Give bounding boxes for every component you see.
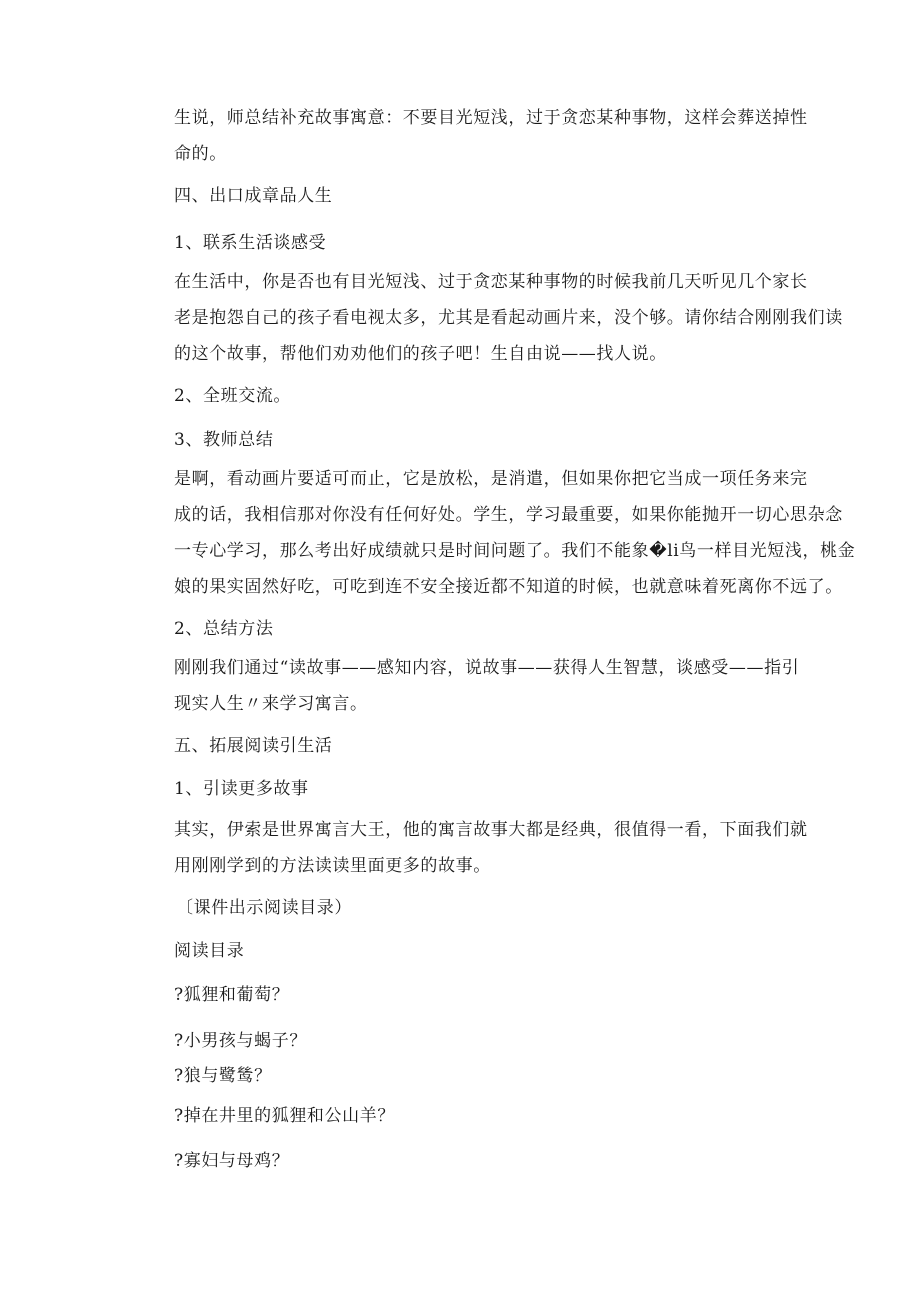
paragraph-line: 一专心学习，那么考出好成绩就只是时间问题了。我们不能象�li鸟一样目光短浅，桃金 (174, 541, 856, 561)
subsection-heading: 1、引读更多故事 (174, 779, 309, 799)
reading-list-item: ?掉在井里的狐狸和公山羊？ (174, 1106, 395, 1126)
subsection-heading: 2、总结方法 (174, 619, 274, 639)
paragraph-line: 是啊，看动画片要适可而止，它是放松，是消遣，但如果你把它当成一项任务来完 (174, 469, 808, 489)
paragraph-line: 生说，师总结补充故事寓意：不要目光短浅，过于贪恋某种事物，这样会葬送掉性 (174, 108, 808, 128)
reading-list-item: ?狐狸和葡萄？ (174, 985, 290, 1005)
paragraph-line: 用刚刚学到的方法读读里面更多的故事。 (174, 856, 491, 876)
paragraph-line: 命的。 (174, 144, 227, 164)
reading-list-item: ?小男孩与蝎子？ (174, 1031, 307, 1051)
paragraph-line: 娘的果实固然好吃，可吃到连不安全接近都不知道的时候，也就意味着死离你不远了。 (174, 577, 843, 597)
reading-list-item: ?狼与鹭鸶？ (174, 1066, 272, 1086)
paragraph-line: 成的话，我相信那对你没有任何好处。学生，学习最重要，如果你能抛开一切心思杂念 (174, 505, 843, 525)
paragraph-line: 刚刚我们通过“读故事——感知内容，说故事——获得人生智慧，谈感受——指引 (174, 658, 800, 678)
subsection-heading: 1、联系生活谈感受 (174, 233, 327, 253)
subsection-heading: 2、全班交流。 (174, 386, 292, 406)
reading-list-item: ?寡妇与母鸡？ (174, 1151, 290, 1171)
reading-list-title: 阅读目录 (174, 941, 245, 961)
section-heading: 五、拓展阅读引生活 (174, 736, 333, 756)
paragraph-line: 其实，伊索是世界寓言大王，他的寓言故事大都是经典，很值得一看，下面我们就 (174, 820, 808, 840)
subsection-heading: 3、教师总结 (174, 430, 274, 450)
paragraph-line: 在生活中，你是否也有目光短浅、过于贪恋某种事物的时候我前几天听见几个家长 (174, 272, 808, 292)
paragraph-line: 老是抱怨自己的孩子看电视太多，尤其是看起动画片来，没个够。请你结合刚刚我们读 (174, 308, 843, 328)
paragraph-line: 现实人生〃来学习寓言。 (174, 694, 368, 714)
paragraph-line: 的这个故事，帮他们劝劝他们的孩子吧！生自由说——找人说。 (174, 344, 667, 364)
section-heading: 四、出口成章品人生 (174, 186, 333, 206)
courseware-note: 〔课件出示阅读目录） (176, 898, 352, 918)
